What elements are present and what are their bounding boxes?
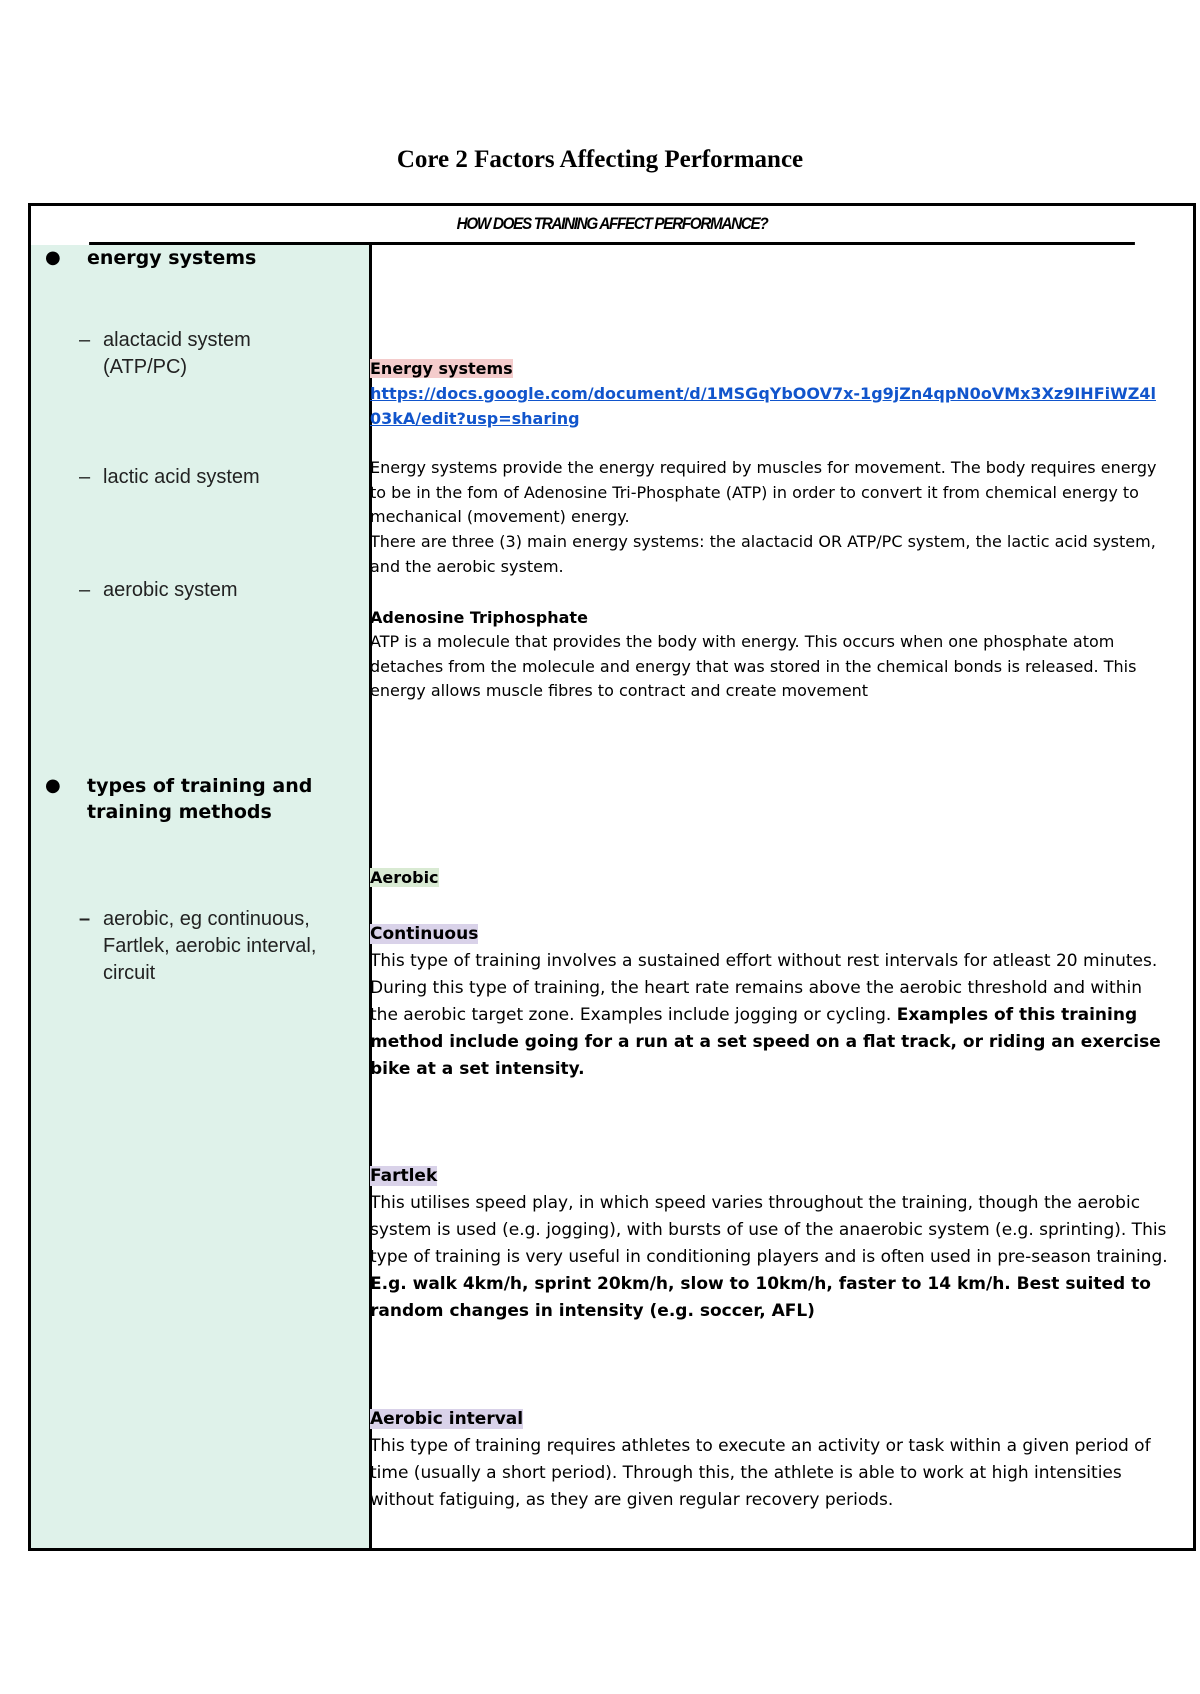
atp-heading: Adenosine Triphosphate [370, 608, 588, 627]
continuous-paragraph: This type of training involves a sustained effort without rest intervals for atleast 20 minutes. During this type of training, the heart rate remains above the aerobic threshold and within the aerobic target zone. Examples include jogging or cycling. Examples of this training method include going for a run at a set speed on a flat track, or riding an exercise bike at a set intensity. [370, 951, 1161, 1079]
energy-heading: Energy systems [370, 359, 513, 378]
energy-paragraph-1: Energy systems provide the energy required by muscles for movement. The body requires energy to be in the fom of Adenosine Tri-Phosphate (ATP) in order to convert it from chemical energy to mechanical (movement) energy. [370, 458, 1157, 526]
atp-paragraph: ATP is a molecule that provides the body with energy. This occurs when one phosphate atom detaches from the molecule and energy that was stored in the chemical bonds is released. This energy allows muscle fibres to contract and create movement [370, 632, 1137, 700]
energy-paragraph-2: There are three (3) main energy systems: the alactacid OR ATP/PC system, the lactic acid system, and the aerobic system. [370, 532, 1156, 576]
fartlek-heading: Fartlek [370, 1166, 438, 1186]
page-title: Core 2 Factors Affecting Performance [396, 146, 804, 173]
dash-icon: – [79, 466, 91, 488]
interval-heading: Aerobic interval [370, 1409, 524, 1429]
continuous-heading: Continuous [370, 924, 479, 944]
dash-icon: – [79, 579, 91, 601]
aerobic-heading: Aerobic [370, 868, 439, 887]
table-header: HOW DOES TRAINING AFFECT PERFORMANCE? [89, 206, 1135, 245]
doc-link[interactable]: https://docs.google.com/document/d/1MSGqYbOOV7x-1g9jZn4qpN0oVMx3Xz9IHFiWZ4l03kA/edit?usp=sharing [370, 384, 1156, 428]
syllabus-column: ● energy systems – alactacid system (ATP/PC) – lactic acid system – aerobic system ● types of training and training methods – aerobic, eg continuous, Fartlek, aerobic interval, circuit [31, 245, 372, 1548]
bullet-icon: ● [45, 775, 61, 796]
dash-icon: – [79, 329, 91, 351]
bullet-icon: ● [45, 247, 61, 268]
fartlek-paragraph: This utilises speed play, in which speed varies throughout the training, though the aerobic system is used (e.g. jogging), with bursts of use of the anaerobic system (e.g. sprinting). This type of training is very useful in conditioning players and is often used in pre-season training. E.g. walk 4km/h, sprint 20km/h, slow to 10km/h, faster to 14 km/h. Best suited to random changes in intensity (e.g. soccer, AFL) [370, 1193, 1168, 1321]
dash-icon: – [79, 908, 91, 930]
interval-paragraph: This type of training requires athletes to execute an activity or task within a given period of time (usually a short period). Through this, the athlete is able to work at high intensities without fatiguing, as they are given regular recovery periods. [370, 1436, 1151, 1510]
